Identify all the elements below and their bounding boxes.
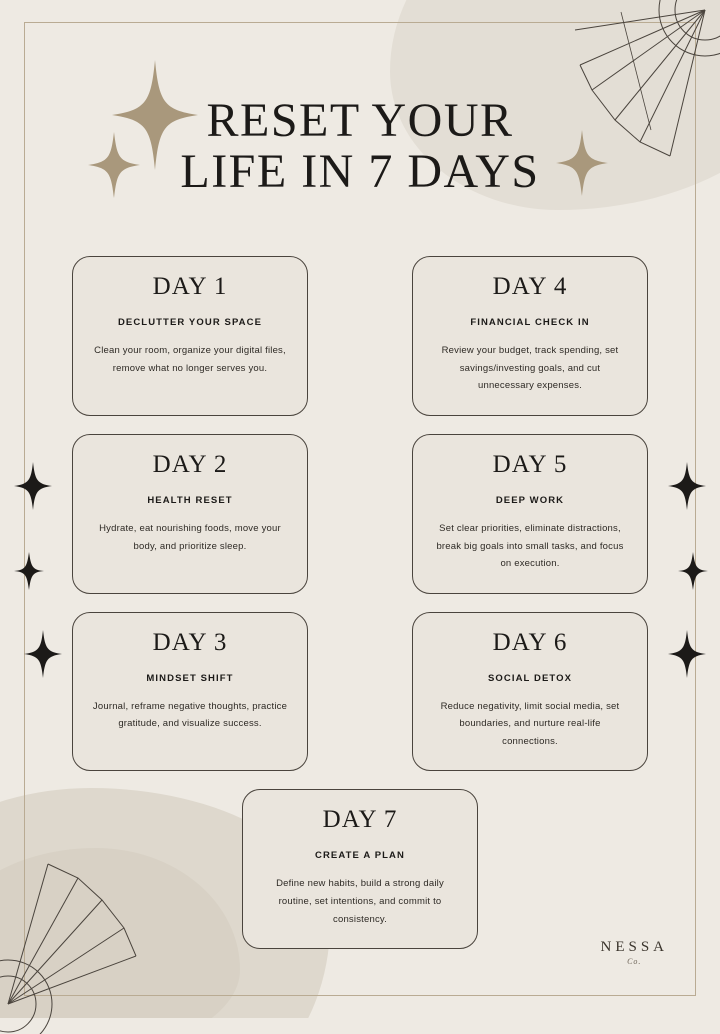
day-card-3[interactable]: [72, 612, 308, 772]
day-card-4[interactable]: [412, 256, 648, 416]
day-card-5-body: Set clear priorities, eliminate distractions, break big goals into small tasks, and focus on execution.: [436, 523, 624, 570]
day-card-7-body: Define new habits, build a strong daily routine, set intentions, and commit to consistency.: [276, 878, 444, 925]
card-row-2: [72, 434, 648, 594]
day-card-6[interactable]: [412, 612, 648, 772]
card-row-4: [72, 789, 648, 949]
day-card-6-title: DAY 6: [492, 628, 568, 656]
day-card-4-title: DAY 4: [492, 273, 568, 300]
day-card-1-title: DAY 1: [152, 273, 228, 300]
page-title-line-2: LIFE IN 7 DAYS: [180, 144, 540, 198]
brand-sub: Co.: [627, 957, 642, 966]
card-row-3: [72, 612, 648, 772]
day-card-5-subtitle: DEEP WORK: [495, 495, 565, 506]
day-card-5[interactable]: [412, 434, 648, 594]
day-card-7-subtitle: CREATE A PLAN: [315, 850, 405, 862]
day-card-3-body: Journal, reframe negative thoughts, practice gratitude, and visualize success.: [92, 700, 288, 730]
day-card-2-body: Hydrate, eat nourishing foods, move your body, and prioritize sleep.: [99, 523, 281, 552]
day-card-3-subtitle: MINDSET SHIFT: [146, 672, 234, 684]
day-card-1[interactable]: [72, 256, 308, 416]
day-card-7[interactable]: [242, 789, 478, 949]
day-card-2-subtitle: HEALTH RESET: [147, 495, 233, 506]
day-card-5-title: DAY 5: [492, 451, 568, 478]
day-card-1-subtitle: DECLUTTER YOUR SPACE: [117, 317, 263, 328]
day-cards-grid: [72, 256, 648, 949]
day-card-2[interactable]: [72, 434, 308, 594]
day-card-3-title: DAY 3: [152, 628, 228, 656]
day-card-1-body: Clean your room, organize your digital files, remove what no longer serves you.: [94, 345, 286, 374]
day-card-4-body: Review your budget, track spending, set savings/investing goals, and cut unnecessary expenses.: [441, 345, 619, 392]
day-card-4-subtitle: FINANCIAL CHECK IN: [470, 317, 590, 328]
day-card-7-title: DAY 7: [322, 806, 398, 834]
day-card-6-subtitle: SOCIAL DETOX: [487, 672, 573, 684]
page-title: [0, 96, 720, 198]
card-row-1: [72, 256, 648, 416]
day-card-2-title: DAY 2: [152, 451, 228, 478]
day-card-6-body: Reduce negativity, limit social media, set boundaries, and nurture real-life connections.: [440, 700, 620, 747]
page-title-line-1: RESET YOUR: [206, 94, 514, 147]
brand-logo: [600, 939, 668, 966]
brand-name: NESSA: [600, 939, 668, 955]
